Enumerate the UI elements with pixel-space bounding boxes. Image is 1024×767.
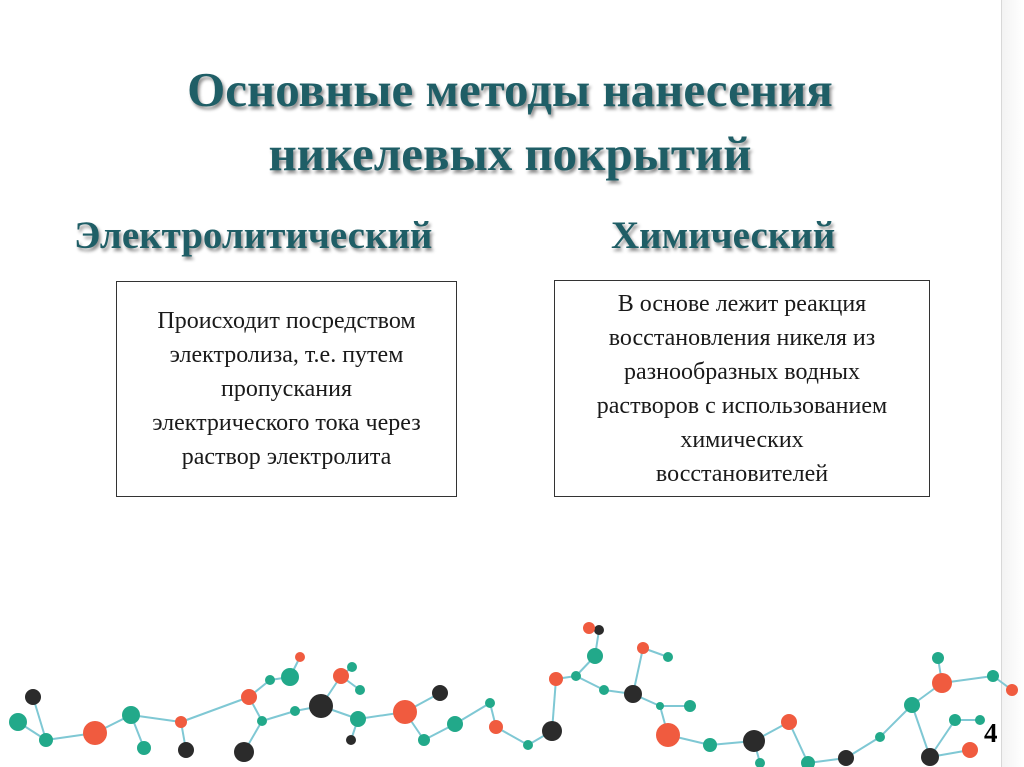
method-heading-electrolytic: Электролитический xyxy=(74,214,433,257)
method-heading-chemical: Химический xyxy=(611,214,836,257)
slide-title: Основные методы нанесения никелевых покрытий xyxy=(187,62,833,181)
method-description-electrolytic: Происходит посредством электролиза, т.е. путем пропускания электрического тока через раствор электролита xyxy=(152,308,421,470)
method-description-box-chemical xyxy=(554,280,930,497)
molecule-bonds xyxy=(18,628,1012,763)
method-description-chemical: В основе лежит реакция восстановления никеля из разнообразных водных растворов с использованием химических восстановителей xyxy=(596,290,888,487)
method-description-box-electrolytic xyxy=(116,281,457,497)
page-number: 4 xyxy=(984,718,998,748)
molecule-decoration xyxy=(0,600,1024,767)
